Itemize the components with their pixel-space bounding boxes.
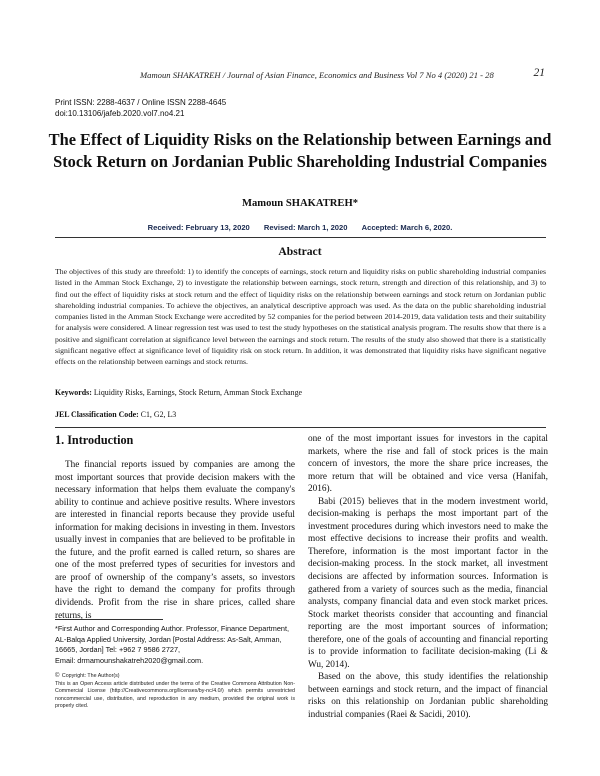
keywords: Keywords: Liquidity Risks, Earnings, Stock Return, Amman Stock Exchange [55, 388, 303, 397]
abstract-heading: Abstract [278, 245, 322, 258]
jel-codes: JEL Classification Code: C1, G2, L3 [55, 410, 177, 419]
footnote-divider [55, 619, 163, 620]
issn-block [55, 98, 226, 119]
paragraph: one of the most important issues for investors in the capital markets, where the rise and fall of stock prices is the main concern of investors, the more the share price increases, the more return that will be obtained and vice versa (Hanifah, 2016). [308, 434, 548, 495]
revised-date: Revised: March 1, 2020 [263, 223, 348, 232]
divider [55, 237, 546, 238]
section-heading: 1. Introduction [55, 433, 134, 447]
accepted-date: Accepted: March 6, 2020. [361, 223, 453, 232]
page-number: 21 [533, 67, 545, 79]
license-note: © Copyright: The Author(s) This is an Open Access article distributed under the terms of the Creative Commons Attribution Non-Commercial License (http://Creativecommons.org/licenses/by-nc/4.0/) which permits unrestricted noncommercial use, distribution, and reproduction in any medium, provided the original work is properly cited. [55, 673, 295, 710]
divider [55, 427, 546, 428]
received-date: Received: February 13, 2020 [147, 223, 250, 232]
author-email: Email: drmamounshakatreh2020@gmail.com. [55, 656, 204, 666]
left-column [55, 459, 295, 622]
right-column [308, 433, 548, 722]
abstract-body: The objectives of this study are threefold: 1) to identify the concepts of earnings, stock return and liquidity risks on public shareholding industrial companies listed in the Amman Stock Exchange, 2) to investigate the relationship between earnings, stock return, strength and direction of this relationship, and 3) to find out the effect of liquidity risks at stock return and the effect of liquidity risks on the relationship between earnings and stock return on Jordanian public shareholding industrial companies. To achieve the objectives, an analytical descriptive approach was used. As the data on the public shareholding industrial companies listed in the Amman Stock Exchange were accredited by 52 companies for the period between 2014-2019, data validation tests and their suitability for analysis were considered. A linear regression test was used to test the study hypotheses on the statistical analysis program. The results show that there is a positive and significant correlation at significance level between the earnings and stock return. The results of the study also showed that there is a statistically significant negative effect at significance level of liquidity risk on stock return. In addition, it was demonstrated that liquidity risks have significant negative effects on the relationship between earnings and stock returns. [55, 267, 546, 367]
paragraph: Based on the above, this study identifies the relationship between earnings and stock return, and the impact of financial risks on this relationship on Jordanian public shareholding industrial companies (Raei & Sacidi, 2010). [308, 672, 548, 721]
running-title: Mamoun SHAKATREH / Journal of Asian Finance, Economics and Business Vol 7 No 4 (2020) 21 - 28 [140, 70, 494, 80]
corresponding-author-note: *First Author and Corresponding Author. Professor, Finance Department, AL-Balqa Applied University, Jordan [Postal Address: As-Salt, Amman, 16665, Jordan] Tel: +962 7 9586 2727, Email: drmamounshakatreh2020@gmail.com. [55, 624, 295, 667]
license-text: This is an Open Access article distributed under the terms of the Creative Commons Attribution Non-Commercial License (http://Creativecommons.org/licenses/by-nc/4.0/) which permits unrestricted noncommercial use, distribution, and reproduction in any medium, provided the original work is properly cited. [55, 680, 295, 710]
doi-line: doi:10.13106/jafeb.2020.vol7.no4.21 [55, 108, 185, 118]
author-name: Mamoun SHAKATREH* [241, 198, 359, 209]
article-dates [0, 223, 600, 232]
paragraph: Babi (2015) believes that in the modern investment world, decision-making is perhaps the most important part of the investment procedures during which investors need to make the most effective decisions to increase their profits and wealth. Therefore, information is the most important factor in the decision-making process. In the stock market, all investment decisions are affected by information sources. Information is gathered from a variety of sources such as the media, financial analysts, company financial data and even stock market prices. Stock market theorists consider that accounting and financial reporting are the most important sources of information; therefore, one of the goals of accounting and financial reporting is to provide information to facilitate decision-making (Li & Wu, 2014). [308, 496, 548, 670]
paper-title: The Effect of Liquidity Risks on the Relationship between Earnings and Stock Return on Jordanian Public Shareholding Industrial Companies [48, 130, 552, 171]
paragraph: The financial reports issued by companies are among the most important sources that provide decision makers with the necessary information that helps them evaluate the company's ability to continue and achieve positive results. Where investors are interested in financial reports because they provide useful information for making decisions in investing in them. Investors usually invest in companies that are believed to be profitable in the future, and the profit earned is called return, so shares are one of the most preferred types of securities for investors and are proof of ownership of the company’s assets, so investors have the right to demand the company for profits through dividends. Profit from the rise in share prices, called share returns, is [55, 460, 295, 621]
issn-line: Print ISSN: 2288-4637 / Online ISSN 2288-4645 [55, 98, 227, 107]
copyright-icon: © [55, 673, 60, 679]
